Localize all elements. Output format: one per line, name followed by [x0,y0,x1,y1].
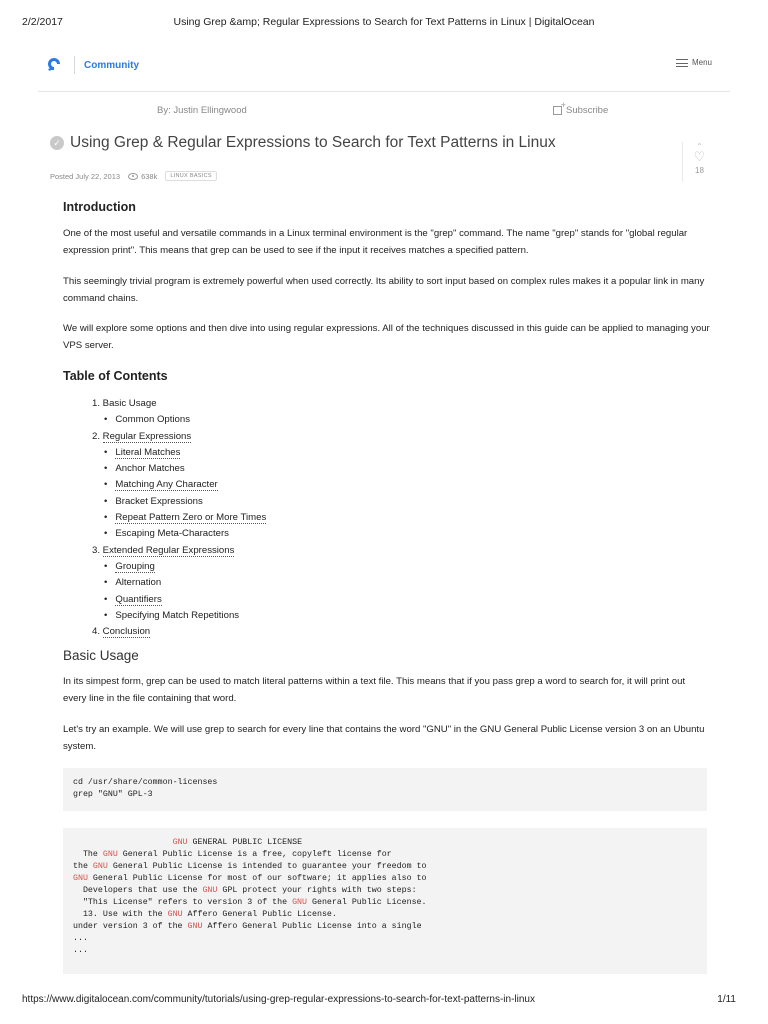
page-title: Using Grep & Regular Expressions to Search for Text Patterns in Linux [70,134,556,151]
match-highlight: GNU [102,850,118,859]
views-count: 638k [141,171,158,181]
code-text: General Public License is a free, copyleft license for [117,850,392,859]
print-date: 2/2/2017 [22,16,63,28]
code-text [73,838,173,847]
basic-p2-wrap [63,721,711,755]
code-text: Developers that use the [73,886,203,895]
intro-p2-wrap [63,273,711,307]
code-text: The [73,850,103,859]
toc-heading-wrap [63,369,711,383]
author-byline[interactable]: By: Justin Ellingwood [157,105,247,116]
menu-button[interactable] [676,58,712,67]
print-header [22,16,746,30]
toc-heading: Table of Contents [63,369,168,383]
code-output-line [73,873,697,885]
code-text: ... [73,934,88,943]
intro-section [63,200,711,214]
code-output-line [73,933,697,945]
code-block-output[interactable] [63,828,707,974]
toc-link-regular-expressions[interactable]: Regular Expressions [102,430,192,442]
code-text: "This License" refers to version 3 of the [73,898,293,907]
code-text: Affero General Public License into a single [202,922,422,931]
code-output-line [73,921,697,933]
code-text: under version 3 of the [73,922,188,931]
code-text: the [73,862,93,871]
posted-date: Posted July 22, 2013 [50,171,121,181]
match-highlight: GNU [167,910,183,919]
match-highlight: GNU [73,874,88,883]
code-text: GPL protect your rights with two steps: [217,886,417,895]
toc-subitem-specifying-repetitions[interactable]: • Specifying Match Repetitions [104,609,240,621]
intro-paragraph-1: One of the most useful and versatile commands in a Linux terminal environment is the "grep" command. The name "grep" stands for "global regular expression print". This means that grep can be used to see if the input it receives matches a specified pattern. [63,228,688,256]
code-text: Affero General Public License. [182,910,337,919]
toc-item-basic-usage[interactable]: 1. Basic Usage [92,398,157,409]
intro-paragraph-2: This seemingly trivial program is extremely powerful when used correctly. Its ability to sort input based on complex rules makes it a popular link in many command chains. [63,276,705,304]
basic-paragraph-2: Let's try an example. We will use grep to search for every line that contains the word "GNU" in the GNU General Public License version 3 on an Ubuntu system. [63,724,705,752]
code-text: ... [73,946,88,955]
views-count-wrap [128,172,157,181]
match-highlight: GNU [202,886,218,895]
print-url: https://www.digitalocean.com/community/tutorials/using-grep-regular-expressions-to-search-for-text-patterns-in-linux [22,994,535,1005]
toc-item-conclusion[interactable]: 4. Conclusion [92,626,151,638]
match-highlight: GNU [92,862,108,871]
subscribe-button[interactable] [553,105,608,116]
subscribe-icon [553,106,562,115]
code-output-line [73,849,697,861]
toc-item-regular-expressions[interactable]: 2. Regular Expressions [92,430,192,442]
code-text: 13. Use with the [73,910,168,919]
basic-usage-heading: Basic Usage [63,648,139,663]
community-link[interactable]: Community [84,60,139,71]
menu-label: Menu [691,58,712,67]
toc-link-extended-regex[interactable]: Extended Regular Expressions [102,544,235,556]
basic-usage-heading-wrap [63,648,711,663]
toc-subitem-matching-any-character[interactable]: • Matching Any Character [104,479,218,491]
toc-subitem-grouping[interactable]: • Grouping [104,560,155,572]
code-output-line [73,897,697,909]
code-output-line [73,909,697,921]
code-text: General Public License. [307,898,427,907]
page-number: 1/11 [717,994,736,1005]
like-widget [682,142,716,182]
toc-item-extended-regex[interactable]: 3. Extended Regular Expressions [92,544,235,556]
like-count: 18 [695,166,704,175]
match-highlight: GNU [172,838,188,847]
basic-paragraph-1: In its simpest form, grep can be used to match literal patterns within a text file. This means that if you pass grep a word to search for, it will print out every line in the file containing that word. [63,676,686,704]
toc-subitem-bracket-expressions[interactable]: • Bracket Expressions [104,495,203,507]
article-meta [50,171,217,181]
print-title: Using Grep &amp; Regular Expressions to Search for Text Patterns in Linux | DigitalOcean [173,16,595,28]
toc-subitem-quantifiers[interactable]: • Quantifiers [104,593,162,605]
toc-subitem-anchor-matches[interactable]: • Anchor Matches [104,463,185,475]
code-text: GENERAL PUBLIC LICENSE [187,838,303,847]
code-line: cd /usr/share/common-licenses [73,778,218,787]
code-output-line [73,837,697,849]
intro-paragraph-3: We will explore some options and then dive into using regular expressions. All of the techniques discussed in this guide can be applied to managing your VPS server. [63,323,710,351]
site-header [38,52,730,92]
intro-heading: Introduction [63,200,136,214]
toc-subitem-common-options[interactable]: • Common Options [104,414,191,426]
match-highlight: GNU [187,922,203,931]
tag-linux-basics[interactable]: LINUX BASICS [165,171,217,181]
code-text: General Public License for most of our software; it applies also to [87,874,427,883]
checkmark-icon: ✓ [50,136,64,150]
match-highlight: GNU [292,898,308,907]
table-of-contents [92,396,266,640]
heart-icon[interactable]: ♡ [693,149,706,164]
hamburger-icon [676,59,688,67]
intro-p3-wrap [63,320,711,354]
code-text: General Public License is intended to guarantee your freedom to [107,862,427,871]
digitalocean-logo-icon[interactable] [46,56,62,72]
upvote-chevron-icon[interactable]: ⌃ [696,142,703,151]
eye-icon [128,173,138,180]
toc-subitem-escaping-meta[interactable]: • Escaping Meta-Characters [104,528,229,540]
code-output-line [73,945,697,957]
toc-link-conclusion[interactable]: Conclusion [102,626,151,638]
logo-divider [74,56,75,74]
toc-subitem-alternation[interactable]: • Alternation [104,577,162,589]
code-line: grep "GNU" GPL-3 [73,790,153,799]
toc-subitem-literal-matches[interactable]: • Literal Matches [104,446,181,458]
toc-subitem-repeat-pattern[interactable]: • Repeat Pattern Zero or More Times [104,512,267,524]
code-block-commands[interactable] [63,768,707,811]
intro-p1-wrap [63,225,711,259]
subscribe-label: Subscribe [566,105,609,116]
basic-p1-wrap [63,673,711,707]
code-output-line [73,885,697,897]
article-title-row [50,134,556,152]
code-output-line [73,861,697,873]
